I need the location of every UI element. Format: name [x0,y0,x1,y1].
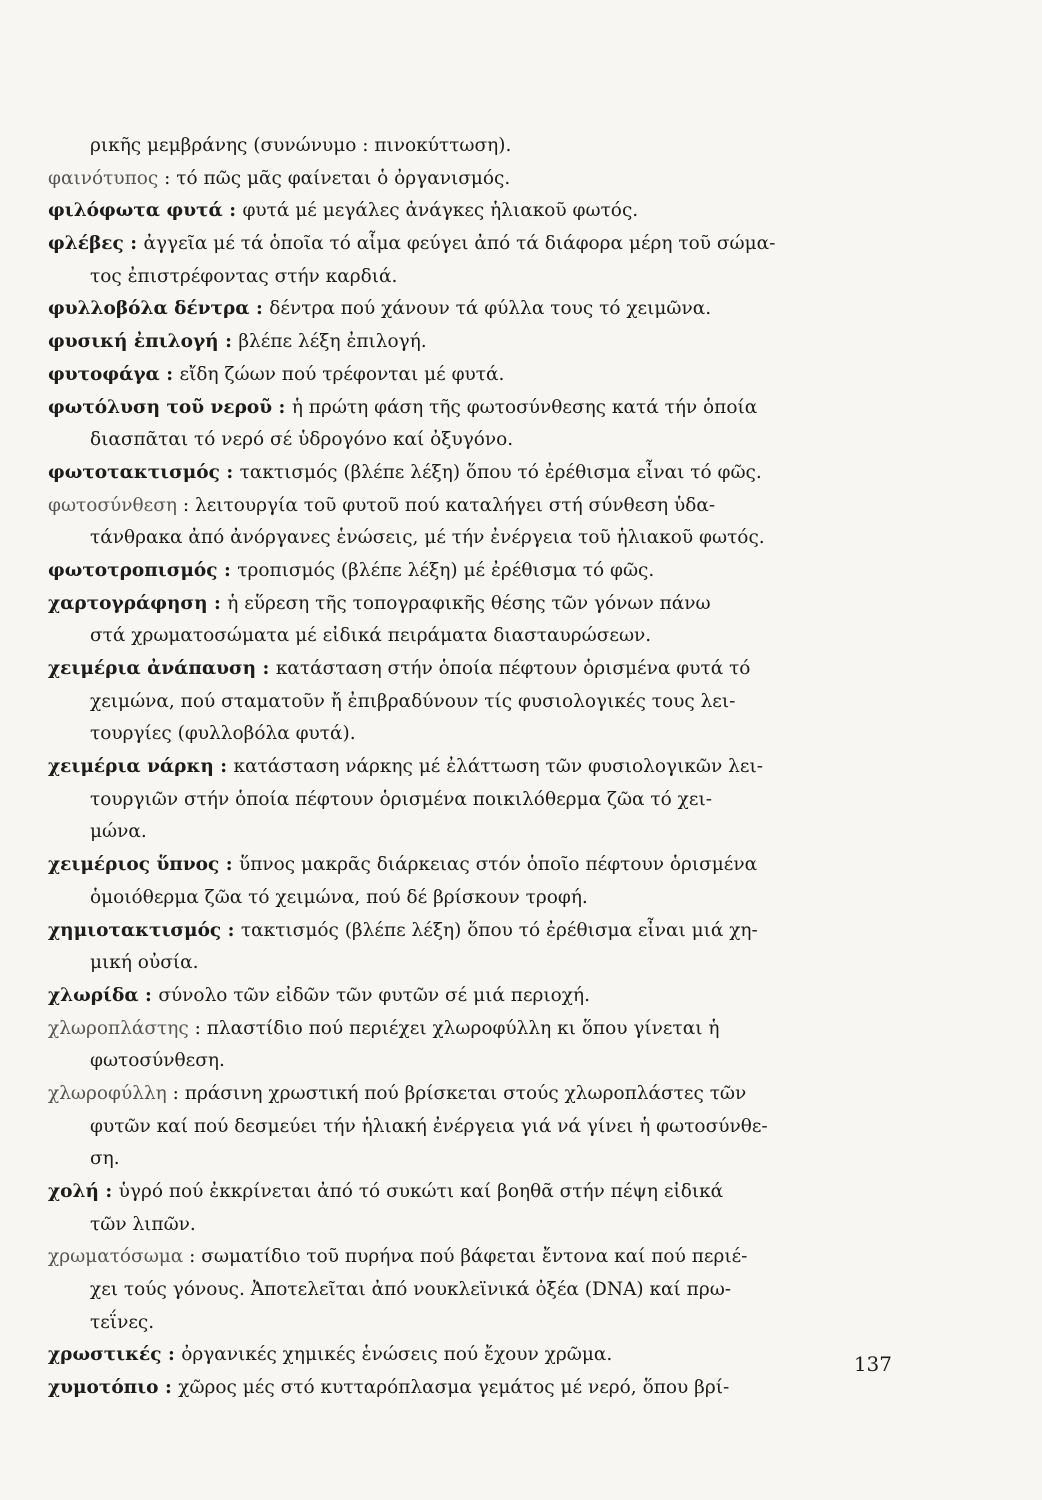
entry-first-line [48,653,896,686]
glossary-term: χρωστικές [48,1344,162,1366]
term-separator: : [188,1017,207,1039]
entry-first-line [48,1013,896,1046]
term-separator: : [219,854,239,876]
definition-text: πλαστίδιο πού περιέχει χλωροφύλλη κι ὅπου γίνεται ἡ [206,1017,720,1039]
definition-text: πράσινη χρωστική πού βρίσκεται στούς χλωροπλάστες τῶν [184,1082,747,1104]
glossary-term: χημιοτακτισμός [48,919,222,941]
entry-first-line [48,980,896,1013]
entry-first-line [48,1176,896,1209]
definition-text: ἀγγεῖα μέ τά ὁποῖα τό αἷμα φεύγει ἀπό τά διάφορα μέρη τοῦ σώμα- [143,233,776,255]
definition-text: στά χρωματοσώματα μέ εἰδικά πειράματα διασταυρώσεων. [90,625,652,647]
definition-text: τος ἐπιστρέφοντας στήν καρδιά. [90,265,398,287]
glossary-term: φωτοτακτισμός [48,461,220,483]
term-separator: : [218,331,239,353]
term-separator: : [272,396,292,418]
entry-continuation-line [48,686,896,719]
glossary-list [48,130,896,1405]
definition-text: τάνθρακα ἀπό ἀνόργανες ἑνώσεις, μέ τήν ἐνέργεια τοῦ ἡλιακοῦ φωτός. [90,527,765,549]
glossary-entry [48,228,896,293]
glossary-entry [48,1339,896,1372]
glossary-term: χλωροφύλλη [48,1082,167,1104]
glossary-entry [48,392,896,457]
definition-text: ἡ εὕρεση τῆς τοπογραφικῆς θέσης τῶν γόνων πάνω [227,592,711,614]
glossary-term: φωτόλυση τοῦ νεροῦ [48,396,273,418]
entry-first-line [48,130,896,163]
definition-text: κατάσταση στήν ὁποία πέφτουν ὁρισμένα φυτά τό [275,658,751,679]
entry-continuation-line [48,1045,896,1078]
entry-first-line [48,1078,896,1111]
definition-text: βλέπε λέξη ἐπιλογή. [238,331,427,353]
glossary-term: χρωματόσωμα [48,1246,184,1268]
glossary-entry [48,326,896,359]
entry-continuation-line [48,261,896,294]
glossary-entry [48,1013,896,1078]
entry-first-line [48,588,896,621]
entry-continuation-line [48,1209,896,1242]
term-separator: : [219,461,240,483]
term-separator: : [256,658,276,679]
definition-text: φωτοσύνθεση. [90,1050,225,1072]
glossary-entry [48,195,896,228]
entry-continuation-line [48,1111,896,1144]
glossary-term: χολή [48,1181,99,1202]
entry-first-line [48,555,896,588]
entry-continuation-line [48,882,896,915]
definition-text: ρικῆς μεμβράνης (συνώνυμο : πινοκύττωση). [90,135,512,156]
definition-text: λειτουργία τοῦ φυτοῦ πού καταλήγει στή σύνθεση ὑδα- [194,494,716,516]
definition-text: χειμώνα, πού σταματοῦν ἤ ἐπιβραδύνουν τίς φυσιολογικές τους λει- [90,690,736,712]
entry-continuation-line [48,522,896,555]
glossary-term: φλέβες [48,233,124,255]
definition-text: δέντρα πού χάνουν τά φύλλα τους τό χειμῶνα. [269,298,712,320]
entry-first-line [48,228,896,261]
glossary-entry [48,163,896,196]
entry-first-line [48,195,896,228]
glossary-entry [48,359,896,392]
term-separator: : [221,919,241,941]
glossary-entry [48,1241,896,1339]
entry-continuation-line [48,816,896,849]
entry-continuation-line [48,1274,896,1307]
definition-text: ὕπνος μακρᾶς διάρκειας στόν ὁποῖο πέφτουν ὁρισμένα [239,854,758,876]
definition-text: ὀργανικές χημικές ἑνώσεις πού ἔχουν χρῶμα. [181,1344,613,1366]
definition-text: τουργίες (φυλλοβόλα φυτά). [90,723,356,745]
definition-text: εἴδη ζώων πού τρέφονται μέ φυτά. [179,363,505,385]
entry-continuation-line [48,620,896,653]
glossary-entry [48,130,896,163]
entry-first-line [48,457,896,490]
term-separator: : [213,756,234,778]
definition-text: σωματίδιο τοῦ πυρήνα πού βάφεται ἔντονα καί πού περιέ- [201,1246,748,1268]
glossary-entry [48,915,896,980]
glossary-term: χειμέριος ὕπνος [48,854,220,876]
entry-first-line [48,1339,896,1372]
definition-text: μική οὐσία. [90,952,199,974]
definition-text: τό πῶς μᾶς φαίνεται ὁ ὀργανισμός. [176,167,511,189]
definition-text: τακτισμός (βλέπε λέξη) ὅπου τό ἐρέθισμα εἶναι μιά χη- [240,919,758,941]
glossary-term: φυσική ἐπιλογή [48,331,219,353]
definition-text: ἡ πρώτη φάση τῆς φωτοσύνθεσης κατά τήν ὁποία [291,396,758,418]
glossary-entry [48,1176,896,1241]
glossary-term: χειμέρια νάρκη [48,756,214,778]
entry-continuation-line [48,784,896,817]
definition-text: μώνα. [90,821,147,843]
glossary-entry [48,849,896,914]
definition-text: σύνολο τῶν εἰδῶν τῶν φυτῶν σέ μιά περιοχή. [158,984,590,1006]
term-separator: : [138,984,159,1006]
entry-first-line [48,1241,896,1274]
definition-text: κατάσταση νάρκης μέ ἐλάττωση τῶν φυσιολογικῶν λει- [233,756,763,778]
term-separator: : [222,200,243,222]
term-separator: : [166,1082,185,1104]
glossary-term: φωτοσύνθεση [48,494,177,516]
glossary-entry [48,293,896,326]
entry-first-line [48,490,896,523]
glossary-entry [48,751,896,849]
glossary-term: χαρτογράφηση [48,592,208,614]
term-separator: : [176,494,195,516]
term-separator: : [158,1377,179,1399]
term-separator: : [123,233,144,255]
term-separator: : [98,1181,119,1202]
glossary-term: φωτοτροπισμός [48,559,218,581]
term-separator: : [158,167,177,189]
term-separator: : [159,363,180,385]
entry-continuation-line [48,1143,896,1176]
glossary-entry [48,588,896,653]
entry-first-line [48,915,896,948]
entry-first-line [48,849,896,882]
definition-text: χει τούς γόνους. Ἀποτελεῖται ἀπό νουκλεϊνικά ὀξέα (DNA) καί πρω- [90,1279,732,1301]
entry-first-line [48,293,896,326]
glossary-entry [48,490,896,555]
definition-text: ὑγρό πού ἐκκρίνεται ἀπό τό συκώτι καί βοηθᾶ στήν πέψη εἰδικά [118,1181,724,1202]
glossary-term: φυλλοβόλα δέντρα [48,298,250,320]
definition-text: ὁμοιόθερμα ζῶα τό χειμώνα, πού δέ βρίσκουν τροφή. [90,886,588,908]
entry-continuation-line [48,1307,896,1340]
term-separator: : [183,1246,202,1268]
definition-text: φυτά μέ μεγάλες ἀνάγκες ἡλιακοῦ φωτός. [242,200,639,222]
entry-first-line [48,163,896,196]
entry-continuation-line [48,718,896,751]
definition-text: τῶν λιπῶν. [90,1213,196,1235]
entry-first-line [48,326,896,359]
glossary-entry [48,980,896,1013]
glossary-entry [48,1372,896,1405]
glossary-term: χειμέρια ἀνάπαυση [48,658,257,679]
term-separator: : [161,1344,182,1366]
entry-first-line [48,359,896,392]
definition-text: τροπισμός (βλέπε λέξη) μέ ἐρέθισμα τό φῶς. [237,559,655,581]
glossary-entry [48,457,896,490]
definition-text: τεΐνες. [90,1311,155,1333]
definition-text: χῶρος μές στό κυτταρόπλασμα γεμάτος μέ νερό, ὅπου βρί- [178,1377,730,1399]
glossary-term: χυμοτόπιο [48,1377,159,1399]
term-separator: : [207,592,228,614]
page-number: 137 [853,1352,892,1376]
term-separator: : [217,559,238,581]
glossary-term: φυτοφάγα [48,363,160,385]
glossary-term: χλωροπλάστης [48,1017,189,1039]
definition-text: ση. [90,1148,120,1170]
glossary-term: φιλόφωτα φυτά [48,200,223,222]
entry-first-line [48,1372,896,1405]
entry-continuation-line [48,424,896,457]
glossary-term: φαινότυπος [48,167,159,189]
entry-first-line [48,392,896,425]
entry-first-line [48,751,896,784]
glossary-entry [48,653,896,751]
definition-text: τουργιῶν στήν ὁποία πέφτουν ὁρισμένα ποικιλόθερμα ζῶα τό χει- [90,788,712,810]
glossary-entry [48,1078,896,1176]
definition-text: φυτῶν καί πού δεσμεύει τήν ἡλιακή ἐνέργεια γιά νά γίνει ἡ φωτοσύνθε- [90,1115,768,1137]
glossary-entry [48,555,896,588]
entry-continuation-line [48,947,896,980]
term-separator: : [249,298,270,320]
definition-text: διασπᾶται τό νερό σέ ὑδρογόνο καί ὀξυγόνο. [90,429,514,451]
glossary-term: χλωρίδα [48,984,139,1006]
definition-text: τακτισμός (βλέπε λέξη) ὅπου τό ἐρέθισμα εἶναι τό φῶς. [239,461,762,483]
